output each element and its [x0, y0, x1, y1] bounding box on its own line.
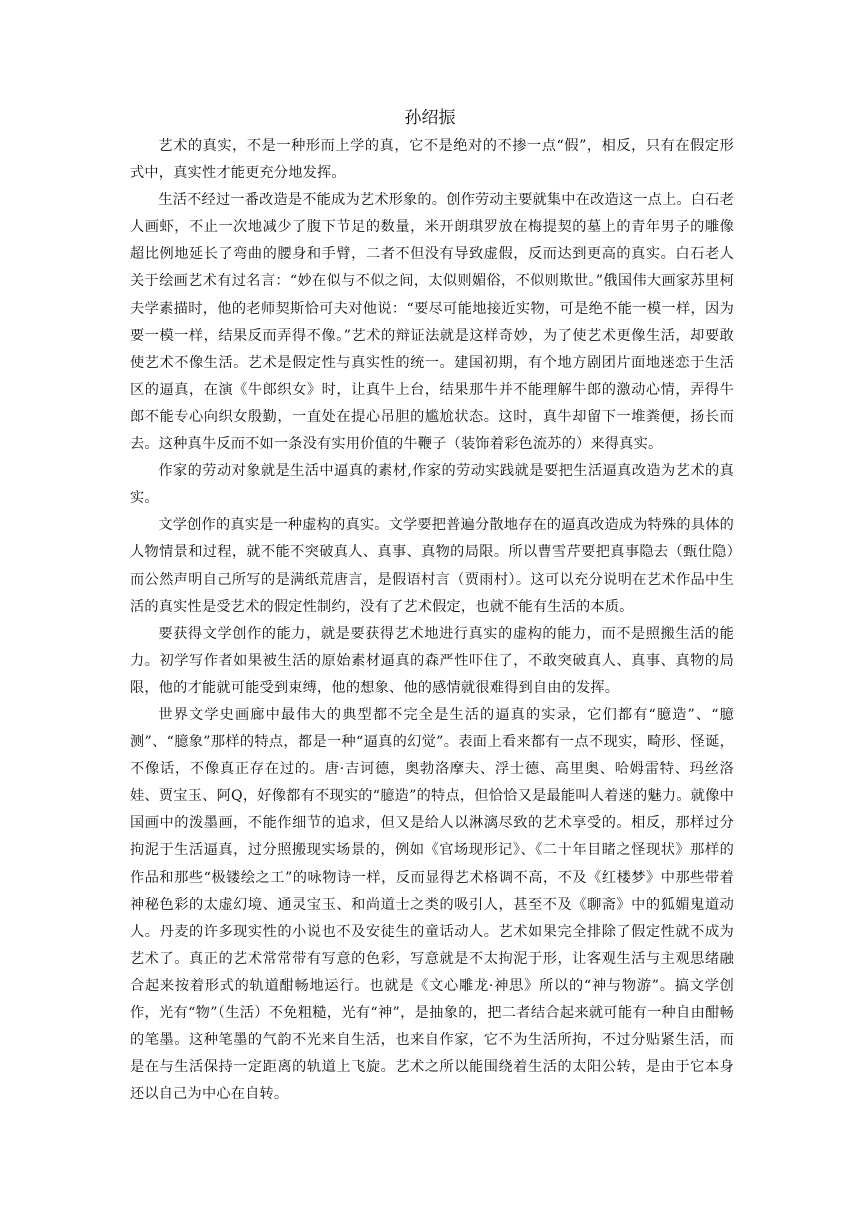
- paragraph-1: 艺术的真实，不是一种形而上学的真，它不是绝对的不掺一点“假”，相反，只有在假定形式中，真实性才能更充分地发挥。: [130, 138, 734, 182]
- paragraph-4: 文学创作的真实是一种虚构的真实。文学要把普遍分散地存在的逼真改造成为特殊的具体的人物情景和过程，就不能不突破真人、真事、真物的局限。所以曹雪芹要把真事隐去（甄仕隐）而公然声明自己所写的是满纸荒唐言，是假语村言（贾雨村）。这可以充分说明在艺术作品中生活的真实性是受艺术的假定性制约，没有了艺术假定，也就不能有生活的本质。: [130, 517, 734, 615]
- paragraph-5: 要获得文学创作的能力，就是要获得艺术地进行真实的虚构的能力，而不是照搬生活的能力。初学写作者如果被生活的原始素材逼真的森严性吓住了，不敢突破真人、真事、真物的局限，他的才能就可能受到束缚，他的想象、他的感情就很难得到自由的发挥。: [130, 625, 734, 696]
- author-name: 孙绍振: [404, 108, 456, 128]
- paragraph-2: 生活不经过一番改造是不能成为艺术形象的。创作劳动主要就集中在改造这一点上。白石老人画虾，不止一次地减少了腹下节足的数量，米开朗琪罗放在梅提契的墓上的青年男子的雕像超比例地延长了弯曲的腰身和手臂，二者不但没有导致虚假，反而达到更高的真实。白石老人关于绘画艺术有过名言：“妙在似与不似之间，太似则媚俗，不似则欺世。”俄国伟大画家苏里柯夫学素描时，他的老师契斯恰可夫对他说：“要尽可能地接近实物，可是绝不能一模一样，因为要一模一样，结果反而弄得不像。”艺术的辩证法就是这样奇妙，为了使艺术更像生活，却要敢使艺术不像生活。艺术是假定性与真实性的统一。建国初期，有个地方剧团片面地迷恋于生活区的逼真，在演《牛郎织女》时，让真牛上台，结果那牛并不能理解牛郎的激动心情，弄得牛郎不能专心向织女殷勤，一直处在提心吊胆的尴尬状态。这时，真牛却留下一堆粪便，扬长而去。这种真牛反而不如一条没有实用价值的牛鞭子（装饰着彩色流苏的）来得真实。: [130, 192, 734, 453]
- paragraph-3: 作家的劳动对象就是生活中逼真的素材,作家的劳动实践就是要把生活逼真改造为艺术的真实。: [130, 463, 734, 507]
- article-body: [130, 133, 734, 1108]
- paragraph-6: 世界文学史画廊中最伟大的典型都不完全是生活的逼真的实录，它们都有“臆造”、“臆测”、“臆象”那样的特点，都是一种“逼真的幻觉”。表面上看来都有一点不现实，畸形、怪诞，不像话，不像真正存在过的。唐·吉诃德，奥勃洛摩夫、浮士德、高里奥、哈姆雷特、玛丝洛娃、贾宝玉、阿Q，好像都有不现实的“臆造”的特点，但恰恰又是最能叫人着迷的魅力。就像中国画中的泼墨画，不能作细节的追求，但又是给人以淋漓尽致的艺术享受的。相反，那样过分拘泥于生活逼真，过分照搬现实场景的，例如《官场现形记》、《二十年目睹之怪现状》那样的作品和那些“极镂绘之工”的咏物诗一样，反而显得艺术格调不高，不及《红楼梦》中那些带着神秘色彩的太虚幻境、通灵宝玉、和尚道士之类的吸引人，甚至不及《聊斋》中的狐媚鬼道动人。丹麦的许多现实性的小说也不及安徒生的童话动人。艺术如果完全排除了假定性就不成为艺术了。真正的艺术常常带有写意的色彩，写意就是不太拘泥于形，让客观生活与主观思绪融合起来按着形式的轨道酣畅地运行。也就是《文心雕龙·神思》所以的“神与物游”。搞文学创作，光有“物”（生活）不免粗糙，光有“神”，是抽象的，把二者结合起来就可能有一种自由酣畅的笔墨。这种笔墨的气韵不光来自生活，也来自作家，它不为生活所拘，不过分贴紧生活，而是在与生活保持一定距离的轨道上飞旋。艺术之所以能围绕着生活的太阳公转，是由于它本身还以自己为中心在自转。: [130, 706, 734, 1103]
